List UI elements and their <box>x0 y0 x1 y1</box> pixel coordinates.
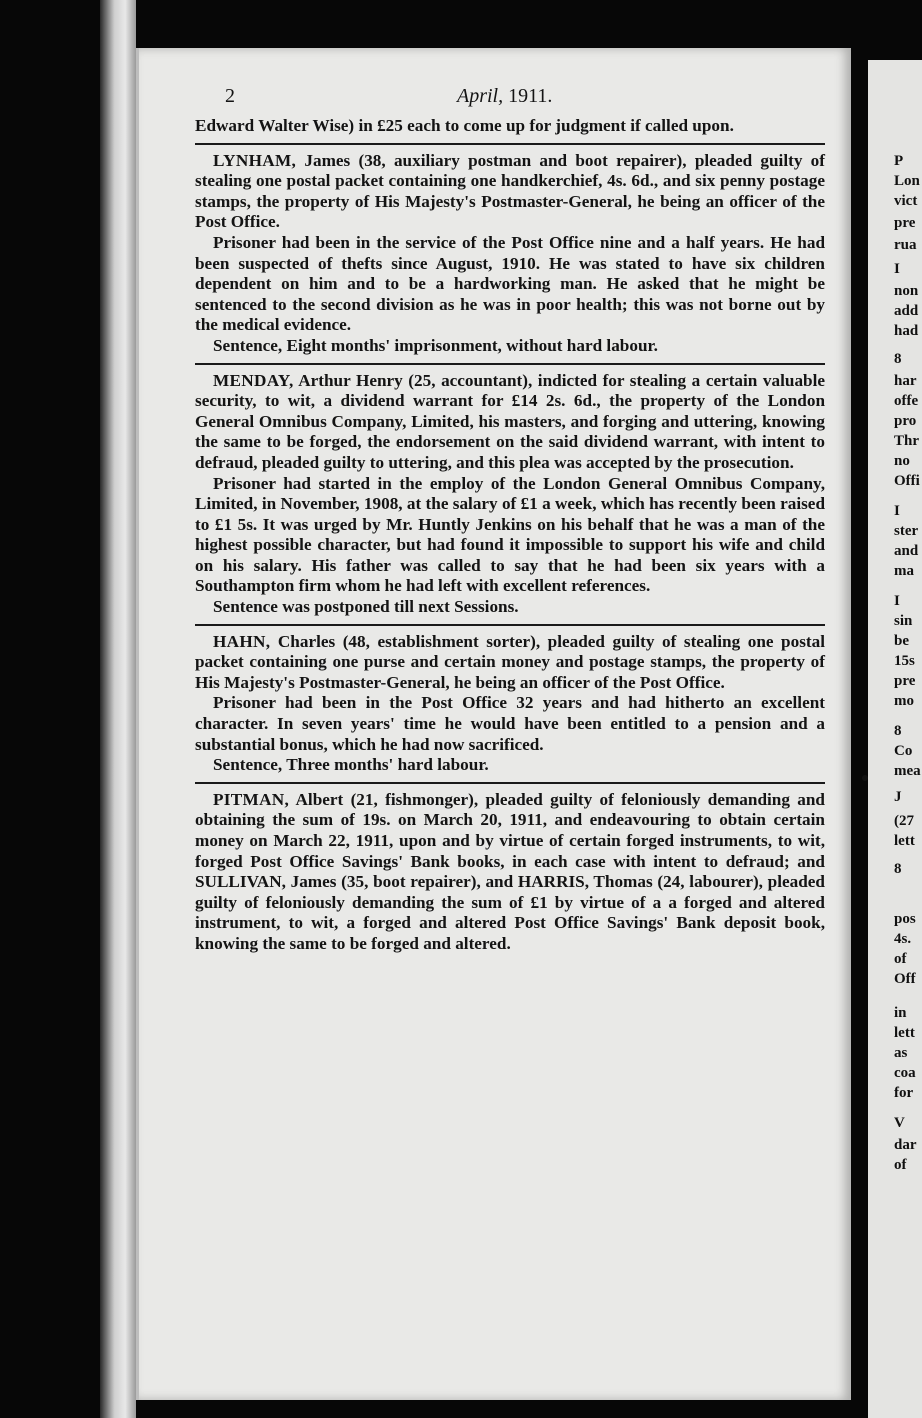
adjacent-page-fragment: pre <box>894 215 916 231</box>
adjacent-page-fragment: V <box>894 1115 905 1131</box>
adjacent-page-fragment: ster <box>894 523 919 539</box>
adjacent-page-fragment: J <box>894 789 902 805</box>
adjacent-page-fragment: add <box>894 303 919 319</box>
book-page <box>136 48 851 1400</box>
adjacent-page-fragment: Off <box>894 971 916 987</box>
case-details: Prisoner had been in the Post Office 32 years and had hitherto an excellent character. In seven years' time he would have been entitled to a pension and a substantial bonus, which he had now sacrificed. <box>195 693 825 754</box>
adjacent-page-fragment: 15s <box>894 653 915 669</box>
adjacent-page-fragment: sin <box>894 613 913 629</box>
case-lead <box>195 371 825 474</box>
adjacent-page-fragment: coa <box>894 1065 916 1081</box>
divider <box>195 143 825 145</box>
adjacent-page-fragment: I <box>894 593 900 609</box>
adjacent-page-fragment: (27 <box>894 813 914 829</box>
adjacent-page-fragment: in <box>894 1005 907 1021</box>
adjacent-page-fragment: I <box>894 503 900 519</box>
adjacent-page-fragment: be <box>894 633 909 649</box>
adjacent-page-fragment: for <box>894 1085 914 1101</box>
adjacent-page-fragment: vict <box>894 193 918 209</box>
adjacent-page-fragment: mo <box>894 693 914 709</box>
adjacent-page-fragment: har <box>894 373 917 389</box>
adjacent-page-fragment: of <box>894 951 907 967</box>
page-number: 2 <box>225 85 235 107</box>
page-header <box>195 86 825 116</box>
case-lead <box>195 790 825 955</box>
adjacent-page-fragment: pos <box>894 911 916 927</box>
continuation-text: Edward Walter Wise) in £25 each to come up for judgment if called upon. <box>195 116 734 135</box>
adjacent-page-fragment: offe <box>894 393 919 409</box>
adjacent-page-fragment: pro <box>894 413 917 429</box>
case-lead-text: Albert (21, fishmonger), pleaded guilty of feloniously demanding and obtaining the sum of 19s. on March 20, 1911, and endeavouring to obtain certain money on March 22, 1911, upon and by virtue of certain forged instruments, to wit, forged Post Office Savings' Bank books, in each case with intent to defraud; and SULLIVAN, James (35, boot repairer), and HARRIS, Thomas (24, labourer), pleaded guilty of feloniously demanding the sum of £1 by virtue of a a forged and altered instrument, to wit, a forged and altered Post Office Savings' Bank deposit book, knowing the same to be forged and altered. <box>195 789 825 953</box>
case-details: Prisoner had been in the service of the Post Office nine and a half years. He had been suspected of thefts since August, 1910. He was stated to have six children dependent on him and to be a hardworking man. He asked that he might be sentenced to the second division as he was in poor health; this was not borne out by the medical evidence. <box>195 232 825 335</box>
divider <box>195 363 825 365</box>
adjacent-page-fragment: Thr <box>894 433 920 449</box>
case-lead <box>195 632 825 694</box>
adjacent-page-fragment: and <box>894 543 919 559</box>
date-month: April, <box>457 85 504 107</box>
case-sentence: Sentence was postponed till next Sessions. <box>213 597 519 617</box>
adjacent-page-fragment: I <box>894 261 900 277</box>
page-date <box>457 86 552 107</box>
page-content <box>195 86 825 955</box>
case-lead-text: James (38, auxiliary postman and boot repairer), pleaded guilty of stealing one postal packet containing one handkerchief, 4s. 6d., and six penny postage stamps, the property of His Majesty's Postmaster-General, he being an officer of the Post Office. <box>195 150 825 232</box>
adjacent-page-fragment: pre <box>894 673 916 689</box>
adjacent-page-fragment: 4s. <box>894 931 912 947</box>
case-lead-text: Arthur Henry (25, accountant), indicted for stealing a certain valuable security, to wit, a dividend warrant for £14 2s. 6d., the property of the London General Omnibus Company, Limited, his masters, and forging and uttering, knowing the same to be forged, the endorsement on the said dividend warrant, with intent to defraud, pleaded guilty to uttering, and this plea was accepted by the prosecution. <box>195 370 825 472</box>
adjacent-page-fragment: Offi <box>894 473 920 489</box>
case-details: Prisoner had started in the employ of the London General Omnibus Company, Limited, in November, 1908, at the salary of £1 a week, which has recently been raised to £1 5s. It was urged by Mr. Huntly Jenkins on his behalf that he was a man of the highest possible character, but had found it impossible to support his wife and child on his salary. His father was called to say that he had been six years with a Southampton firm whom he had left with excellent references. <box>195 473 825 596</box>
adjacent-page-fragment: P <box>894 153 904 169</box>
adjacent-page <box>868 60 922 1418</box>
adjacent-page-fragment: mea <box>894 763 921 779</box>
case-sentence: Sentence, Three months' hard labour. <box>213 755 489 775</box>
adjacent-page-fragment: non <box>894 283 919 299</box>
adjacent-page-fragment: of <box>894 1157 907 1173</box>
defendant-name: MENDAY, <box>213 370 294 390</box>
case-sentence: Sentence, Eight months' imprisonment, without hard labour. <box>213 335 658 355</box>
case-entry-hahn <box>195 632 825 776</box>
adjacent-page-fragment: 8 <box>894 723 902 739</box>
adjacent-page-fragment: 8 <box>894 861 902 877</box>
case-entry-lynham <box>195 151 825 357</box>
case-entry-menday <box>195 371 825 618</box>
defendant-name: HAHN, <box>213 631 271 651</box>
defendant-name: LYNHAM, <box>213 150 297 170</box>
adjacent-page-fragment: lett <box>894 1025 915 1041</box>
divider <box>195 624 825 626</box>
adjacent-page-fragment: Co <box>894 743 913 759</box>
adjacent-page-fragment: had <box>894 323 919 339</box>
adjacent-page-fragment: rua <box>894 237 917 253</box>
adjacent-page-fragment: Lon <box>894 173 920 189</box>
defendant-name: PITMAN, <box>213 789 290 809</box>
adjacent-page-fragment: ma <box>894 563 914 579</box>
book-binding-edge <box>100 0 136 1418</box>
divider <box>195 782 825 784</box>
adjacent-page-fragment: 8 <box>894 351 902 367</box>
date-year: 1911. <box>508 85 553 107</box>
case-lead <box>195 151 825 233</box>
adjacent-page-fragment: no <box>894 453 910 469</box>
case-lead-text: Charles (48, establishment sorter), pleaded guilty of stealing one postal packet containing one purse and certain money and postage stamps, the property of His Majesty's Postmaster-General, he being an officer of the Post Office. <box>195 631 825 692</box>
case-entry-pitman <box>195 790 825 955</box>
adjacent-page-fragment: as <box>894 1045 908 1061</box>
adjacent-page-fragment: dar <box>894 1137 917 1153</box>
adjacent-page-fragment: lett <box>894 833 915 849</box>
